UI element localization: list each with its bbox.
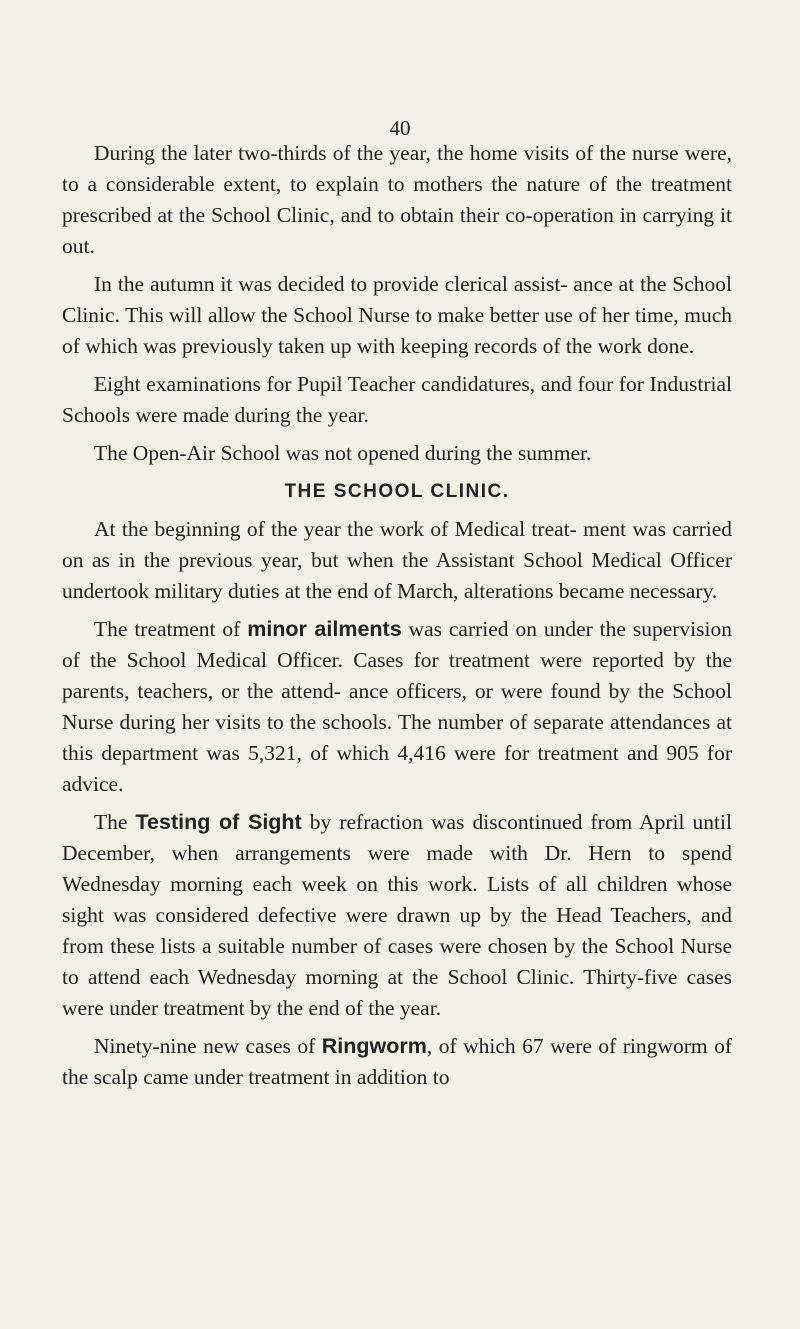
- text-run: The treatment of: [94, 617, 248, 641]
- text-run: by refraction was discontinued from April until December, when arrangements were made with Dr. Hern to spend Wednesday morning each week on this work. Lists of all children whose sight was considered defective were drawn up by the Head Teachers, and from these lists a suitable number of cases were chosen by the School Nurse to attend each Wednesday morning at the School Clinic. Thirty-five cases were under treatment by the end of the year.: [62, 810, 732, 1020]
- paragraph-ringworm: [62, 1031, 732, 1093]
- paragraph-home-visits: During the later two-thirds of the year, the home visits of the nurse were, to a considerable extent, to explain to mothers the nature of the treatment prescribed at the School Clinic, and to obtain their co-operation in carrying it out.: [62, 141, 732, 258]
- section-heading: THE SCHOOL CLINIC.: [284, 481, 510, 502]
- text-run: , of which 67 were of ringworm of the scalp came under treatment in addition to: [62, 1034, 732, 1089]
- paragraph-medical-treatment: At the beginning of the year the work of Medical treat- ment was carried on as in the previous year, but when the Assistant School Medical Officer undertook military duties at the end of March, alterations became necessary.: [62, 517, 732, 603]
- paragraph-examinations: Eight examinations for Pupil Teacher candidatures, and four for Industrial Schools were made during the year.: [62, 372, 732, 427]
- bold-term-testing-of-sight: Testing of Sight: [135, 810, 302, 834]
- paragraph-clerical-assistance: In the autumn it was decided to provide clerical assist- ance at the School Clinic. This will allow the School Nurse to make better use of her time, much of which was previously taken up with keeping records of the work done.: [62, 272, 732, 358]
- paragraph-open-air-school: The Open-Air School was not opened during the summer.: [94, 441, 592, 465]
- bold-term-minor-ailments: minor ailments: [247, 617, 402, 641]
- bold-term-ringworm: Ringworm: [321, 1034, 427, 1058]
- text-run: Ninety-nine new cases of: [94, 1034, 322, 1058]
- page-number: 40: [389, 116, 411, 140]
- text-run: was carried on under the supervision of the School Medical Officer. Cases for treatment were reported by the parents, teachers, or the attend- ance officers, or were found by the School Nurse during her visits to the schools. The number of separate attendances at this department was 5,321, of which 4,416 were for treatment and 905 for advice.: [62, 617, 732, 796]
- text-run: The: [94, 810, 136, 834]
- paragraph-minor-ailments: [62, 614, 732, 800]
- body-text: [62, 138, 732, 1100]
- paragraph-testing-of-sight: [62, 807, 732, 1024]
